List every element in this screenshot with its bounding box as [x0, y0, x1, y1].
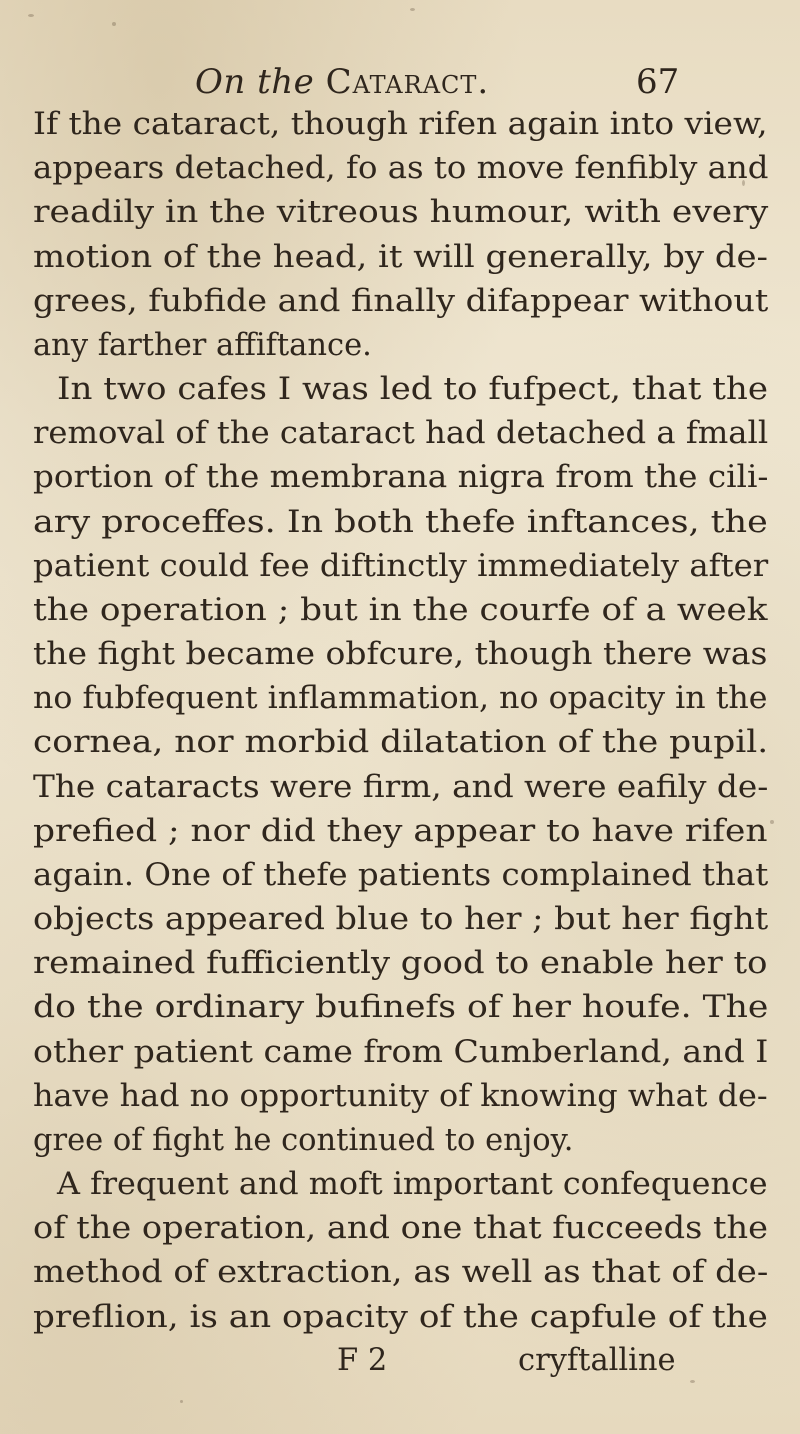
- text-line: readily in the vitreous humour, with every: [33, 195, 769, 230]
- text-line: remained fufficiently good to enable her to: [33, 946, 768, 981]
- text-line: of the operation, and one that fucceeds the: [33, 1211, 768, 1246]
- paper-speck: [28, 14, 34, 17]
- text-line: again. One of thefe patients complained that: [33, 858, 769, 893]
- text-line: portion of the membrana nigra from the cili-: [33, 460, 769, 495]
- text-line: cornea, nor morbid dilatation of the pupil.: [33, 725, 769, 760]
- text-line: the operation ; but in the courfe of a week: [33, 593, 768, 628]
- running-head-title: Cataract.: [325, 62, 490, 102]
- text-line: objects appeared blue to her ; but her fight: [33, 902, 769, 937]
- text-line: have had no opportunity of knowing what de-: [33, 1079, 768, 1114]
- running-head-prefix: On the: [195, 62, 315, 102]
- text-line: ary proceffes. In both thefe inftances, the: [33, 505, 768, 540]
- running-head: [195, 62, 489, 102]
- text-line: other patient came from Cumberland, and I: [33, 1035, 769, 1070]
- text-line: prefied ; nor did they appear to have rifen: [33, 814, 768, 849]
- text-line: removal of the cataract had detached a fmall: [33, 416, 769, 451]
- text-line: preflion, is an opacity of the capfule of the: [33, 1300, 768, 1335]
- catchword: cryftalline: [518, 1343, 676, 1378]
- text-line: do the ordinary bufinefs of her houfe. The: [33, 990, 769, 1025]
- page-number: 67: [636, 62, 680, 102]
- text-line: In two cafes I was led to fufpect, that the: [57, 372, 768, 407]
- signature-mark: F 2: [337, 1343, 388, 1378]
- text-line: patient could fee diftinctly immediately after: [33, 549, 769, 584]
- paper-speck: [180, 1400, 183, 1403]
- text-line: If the cataract, though rifen again into view,: [33, 107, 768, 142]
- text-line: method of extraction, as well as that of de-: [33, 1255, 769, 1290]
- paper-speck: [112, 22, 116, 26]
- text-line: any farther affiftance.: [33, 328, 372, 363]
- text-line: The cataracts were firm, and were eafily de-: [33, 770, 769, 805]
- paper-speck: [770, 820, 774, 824]
- text-line: no fubfequent inflammation, no opacity in the: [33, 681, 768, 716]
- paper-speck: [690, 1380, 695, 1383]
- text-line: gree of fight he continued to enjoy.: [33, 1123, 574, 1158]
- text-line: appears detached, fo as to move fenfibly and: [33, 151, 769, 186]
- text-line: A frequent and moft important confequence: [57, 1167, 768, 1202]
- text-line: motion of the head, it will generally, by de-: [33, 240, 768, 275]
- text-line: grees, fubfide and finally difappear without: [33, 284, 769, 319]
- page-header: [0, 50, 800, 100]
- text-line: the fight became obfcure, though there was: [33, 637, 768, 672]
- paper-speck: [410, 8, 415, 11]
